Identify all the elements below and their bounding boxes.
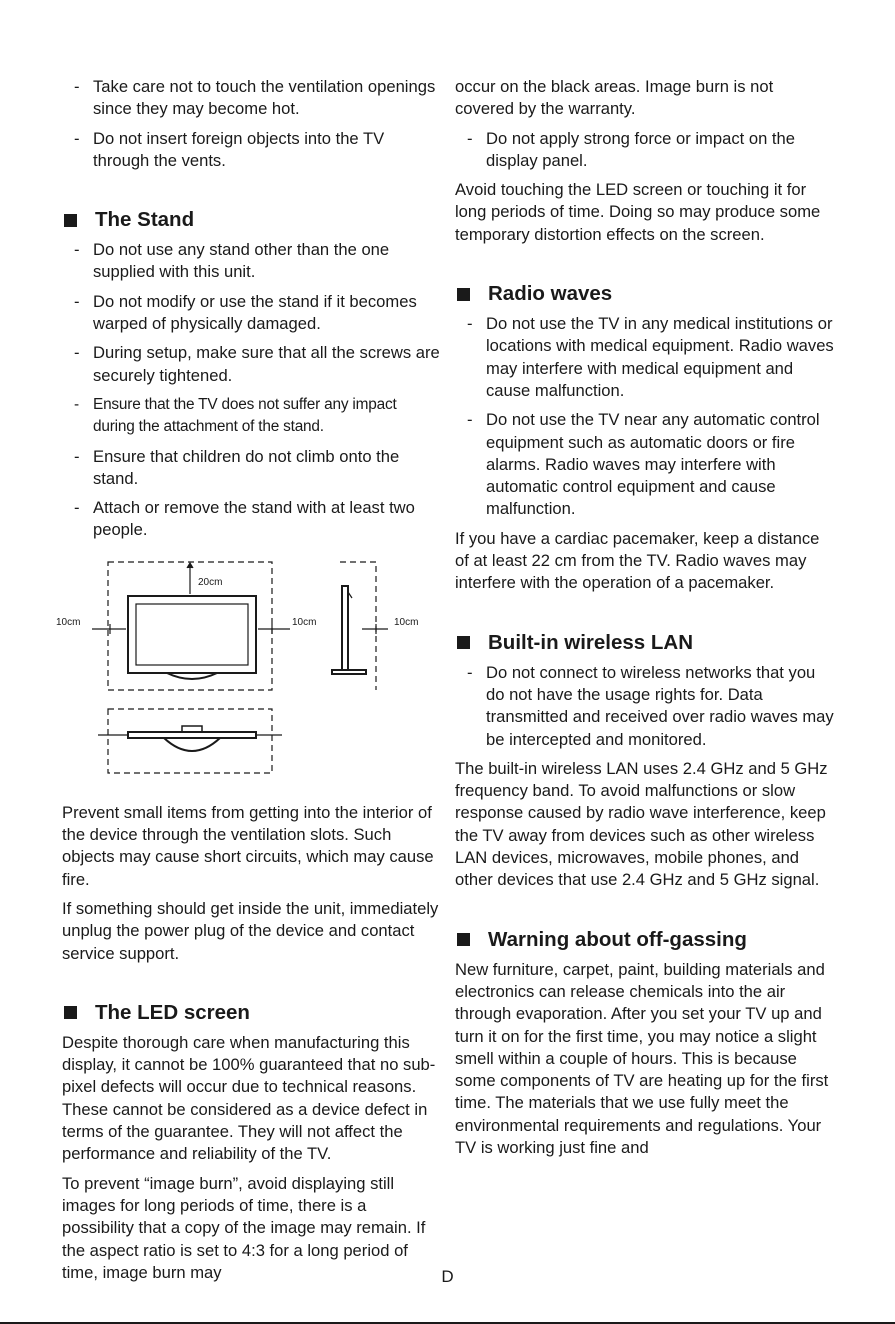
ventilation-bullets <box>62 76 440 172</box>
clearance-label-top: 20cm <box>198 576 223 588</box>
radio-bullets <box>455 313 835 521</box>
stand-bullets <box>62 239 440 542</box>
clearance-label-side: 10cm <box>394 616 419 628</box>
right-column <box>455 76 835 1159</box>
section-heading-lan: Built-in wireless LAN <box>455 631 835 655</box>
section-heading-radio: Radio waves <box>455 282 835 306</box>
square-bullet-icon <box>457 636 470 649</box>
list-item: - Do not use the TV in any medical institutions or locations with medical equipment. Radio waves may interfere with medical equipment and cause malfunction. <box>467 314 834 400</box>
page-number: D <box>441 1267 454 1286</box>
tv-side-icon <box>342 586 348 670</box>
inside-paragraph: If something should get inside the unit, immediately unplug the power plug of the device and contact service support. <box>62 898 439 963</box>
section-heading-led: The LED screen <box>62 1001 440 1025</box>
tv-screen-outline <box>136 604 248 665</box>
left-column <box>56 76 440 1284</box>
list-item: - Do not modify or use the stand if it becomes warped of physically damaged. <box>74 291 417 334</box>
list-item: - Do not use the TV near any automatic control equipment such as automatic doors or fire alarms. Radio waves may interfere with automatic control equipment and cause malfunction. <box>467 410 820 519</box>
offgassing-paragraph: New furniture, carpet, paint, building materials and electronics can release chemicals into the air through evaporation. After you set your TV up and turn it on for the first time, you may notice a slight smell within a couple of hours. This is because some components of TV are heating up for the first time. The materials that we use fully meet the environmental requirements and regulations. Your TV is working just fine and <box>455 959 829 1157</box>
tv-clearance-diagram <box>56 558 440 790</box>
list-item: - Do not use any stand other than the one supplied with this unit. <box>74 240 390 282</box>
pacemaker-paragraph: If you have a cardiac pacemaker, keep a distance of at least 22 cm from the TV. Radio waves may interfere with the operation of a pacemaker. <box>455 528 820 593</box>
list-item: - During setup, make sure that all the screws are securely tightened. <box>74 343 440 385</box>
square-bullet-icon <box>64 214 77 227</box>
list-item: - Do not apply strong force or impact on the display panel. <box>467 128 795 170</box>
section-heading-stand: The Stand <box>62 208 440 232</box>
led-paragraph-1: Despite thorough care when manufacturing this display, it cannot be 100% guaranteed that no sub-pixel defects will occur due to technical reasons. These cannot be considered as a device defect in terms of the guarantee. They will not affect the performance and reliability of the TV. <box>62 1032 436 1164</box>
list-item: - Ensure that children do not climb onto the stand. <box>74 446 400 488</box>
list-item: - Do not insert foreign objects into the TV through the vents. <box>74 128 385 170</box>
force-bullets <box>455 128 835 173</box>
tv-stand-top-icon <box>164 738 220 751</box>
lan-paragraph: The built-in wireless LAN uses 2.4 GHz and 5 GHz frequency band. To avoid malfunctions or slow response caused by radio wave interference, keep the TV away from devices such as other wireless LAN devices, microwaves, mobile phones, and other devices that use 2.4 GHz and 5 GHz signal. <box>455 758 828 890</box>
tv-top-icon <box>128 732 256 738</box>
continued-paragraph: occur on the black areas. Image burn is not covered by the warranty. <box>455 77 774 119</box>
list-item: - Attach or remove the stand with at least two people. <box>74 498 415 540</box>
clearance-label-left: 10cm <box>56 616 81 628</box>
square-bullet-icon <box>64 1006 77 1019</box>
square-bullet-icon <box>457 933 470 946</box>
prevent-paragraph: Prevent small items from getting into the interior of the device through the ventilation slots. Such objects may cause short circuits, which may cause fire. <box>62 802 434 889</box>
lan-bullets <box>455 662 835 751</box>
tv-front-icon <box>128 596 256 673</box>
section-heading-offgassing: Warning about off-gassing <box>455 928 835 952</box>
tv-stand-side-icon <box>332 670 366 674</box>
list-item: - Ensure that the TV does not suffer any impact during the attachment of the stand. <box>74 395 397 436</box>
touch-paragraph: Avoid touching the LED screen or touching it for long periods of time. Doing so may produce some temporary distortion effects on the screen. <box>455 180 821 244</box>
led-paragraph-2: To prevent “image burn”, avoid displaying still images for long periods of time, there is a possibility that a copy of the image may remain. If the aspect ratio is set to 4:3 for a long period of time, image burn may <box>62 1173 426 1282</box>
top-clearance-box <box>108 709 272 773</box>
clearance-diagram-svg <box>54 558 434 790</box>
clearance-label-right: 10cm <box>292 616 317 628</box>
list-item: - Take care not to touch the ventilation openings since they may become hot. <box>74 77 436 119</box>
square-bullet-icon <box>457 288 470 301</box>
list-item: - Do not connect to wireless networks that you do not have the usage rights for. Data transmitted and received over radio waves may be intercepted and monitored. <box>467 662 834 749</box>
